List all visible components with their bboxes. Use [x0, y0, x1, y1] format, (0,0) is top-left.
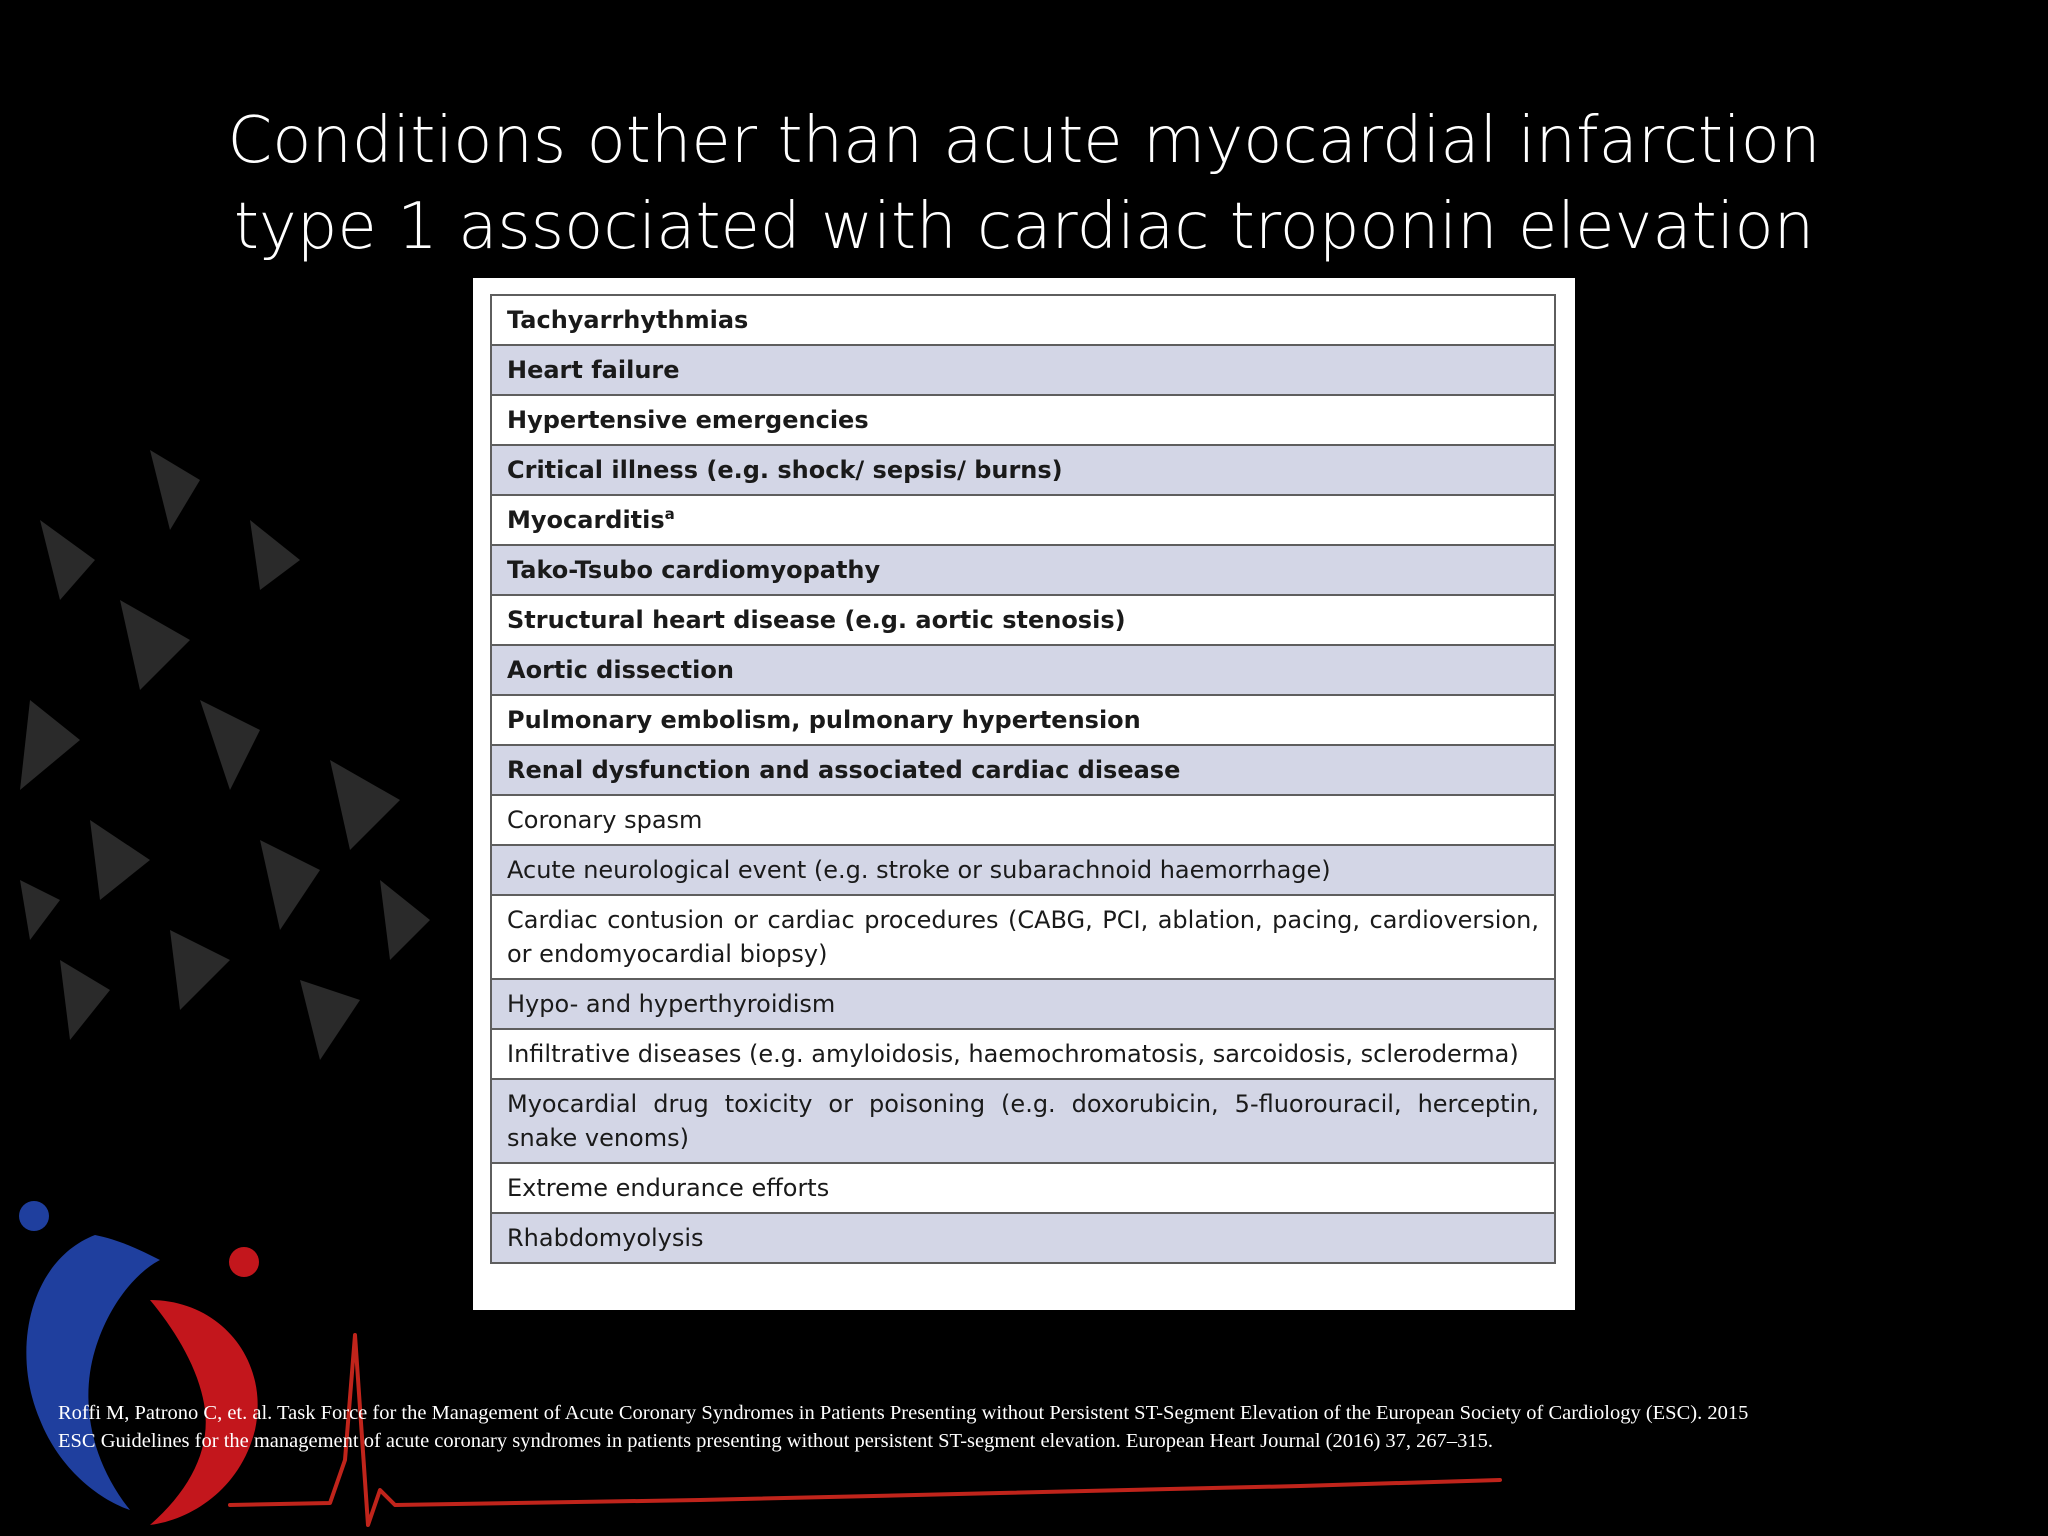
condition-cell [491, 795, 1555, 845]
condition-text: Myocardial drug toxicity or poisoning (e.g. doxorubicin, 5-fluorouracil, herceptin, snake venoms) [507, 1090, 1539, 1152]
condition-text: Hypertensive emergencies [507, 406, 869, 434]
condition-text: Critical illness (e.g. shock/ sepsis/ burns) [507, 456, 1063, 484]
table-row [491, 395, 1555, 445]
table-row [491, 1029, 1555, 1079]
condition-text: Acute neurological event (e.g. stroke or subarachnoid haemorrhage) [507, 856, 1331, 884]
condition-text: Coronary spasm [507, 806, 703, 834]
condition-cell [491, 395, 1555, 445]
condition-text: Pulmonary embolism, pulmonary hypertension [507, 706, 1141, 734]
table-row [491, 979, 1555, 1029]
table-row [491, 545, 1555, 595]
condition-text: Extreme endurance efforts [507, 1174, 830, 1202]
table-row [491, 645, 1555, 695]
slide-title-line-1: Conditions other than acute myocardial infarction [227, 104, 1821, 178]
conditions-table-body [491, 295, 1555, 1263]
table-row [491, 595, 1555, 645]
table-row [491, 695, 1555, 745]
condition-cell [491, 445, 1555, 495]
condition-cell [491, 845, 1555, 895]
table-row [491, 445, 1555, 495]
table-row [491, 845, 1555, 895]
table-row [491, 1213, 1555, 1263]
condition-cell [491, 1213, 1555, 1263]
footnote-marker: a [664, 505, 675, 523]
table-row [491, 1163, 1555, 1213]
condition-text: Tako-Tsubo cardiomyopathy [507, 556, 881, 584]
condition-cell [491, 979, 1555, 1029]
table-row [491, 1079, 1555, 1163]
condition-cell [491, 345, 1555, 395]
slide-title-line-2: type 1 associated with cardiac troponin elevation [233, 190, 1815, 264]
logo-mark [19, 1201, 259, 1525]
table-row [491, 745, 1555, 795]
shard-pattern [20, 450, 430, 1060]
table-row [491, 895, 1555, 979]
condition-text: Myocarditis [507, 506, 665, 534]
condition-text: Heart failure [507, 356, 680, 384]
condition-cell [491, 545, 1555, 595]
table-row [491, 345, 1555, 395]
table-row [491, 295, 1555, 345]
citation-line-2: ESC Guidelines for the management of acute coronary syndromes in patients presenting without persistent ST-segment elevation. European Heart Journal (2016) 37, 267–315. [58, 1430, 1494, 1452]
condition-cell [491, 745, 1555, 795]
condition-cell [491, 1029, 1555, 1079]
table-row [491, 495, 1555, 545]
condition-cell [491, 645, 1555, 695]
citation [58, 1399, 1998, 1455]
condition-text: Infiltrative diseases (e.g. amyloidosis, haemochromatosis, sarcoidosis, scleroderma) [507, 1040, 1519, 1068]
condition-cell [491, 1079, 1555, 1163]
citation-line-1: Roffi M, Patrono C, et. al. Task Force for the Management of Acute Coronary Syndromes in Patients Presenting without Persistent ST-Segment Elevation of the European Society of Cardiology (ESC). 2015 [58, 1402, 1749, 1424]
condition-text: Rhabdomyolysis [507, 1224, 704, 1252]
condition-cell [491, 595, 1555, 645]
condition-cell [491, 695, 1555, 745]
condition-text: Tachyarrhythmias [507, 306, 749, 334]
conditions-table [490, 294, 1556, 1264]
conditions-table-panel [473, 278, 1575, 1310]
condition-cell [491, 295, 1555, 345]
condition-cell [491, 895, 1555, 979]
condition-text: Structural heart disease (e.g. aortic stenosis) [507, 606, 1126, 634]
table-row [491, 795, 1555, 845]
condition-cell [491, 495, 1555, 545]
condition-cell [491, 1163, 1555, 1213]
condition-text: Cardiac contusion or cardiac procedures (CABG, PCI, ablation, pacing, cardioversion, or endomyocardial biopsy) [507, 906, 1539, 968]
condition-text: Renal dysfunction and associated cardiac disease [507, 756, 1181, 784]
slide-title [0, 98, 2048, 270]
condition-text: Hypo- and hyperthyroidism [507, 990, 836, 1018]
condition-text: Aortic dissection [507, 656, 734, 684]
